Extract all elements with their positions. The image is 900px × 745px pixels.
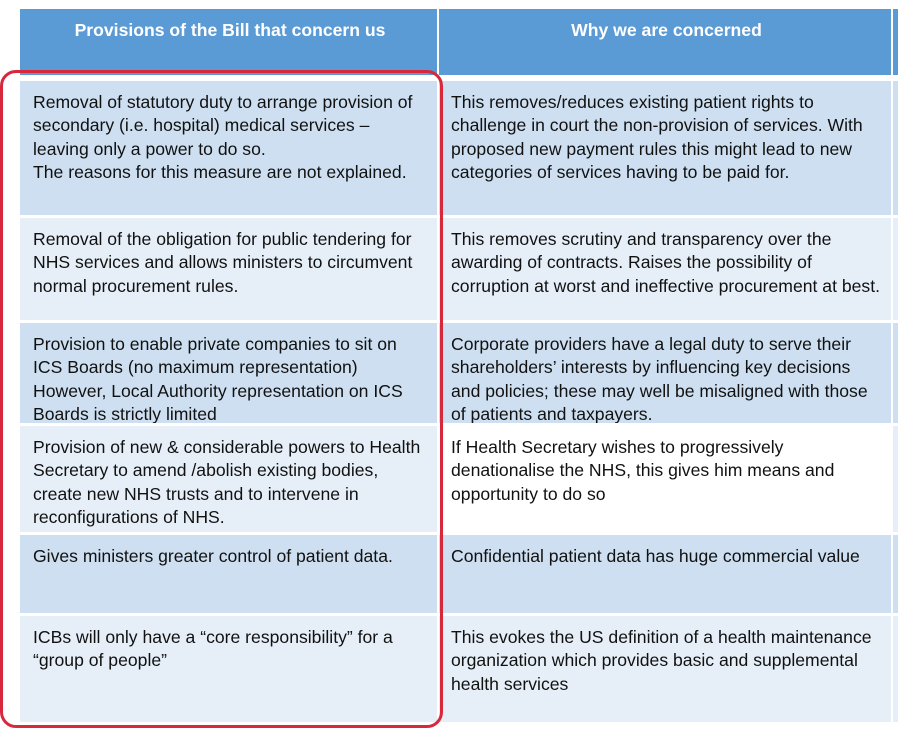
table-row-2-provision [20,218,439,323]
header-provisions: Provisions of the Bill that concern us [20,9,439,81]
row-1-provision-text: Removal of statutory duty to arrange provision of secondary (i.e. hospital) medical services – leaving only a power to do so. [33,92,413,159]
table-row-3-third [893,323,900,426]
row-2-concern-text: This removes scrutiny and transparency over the awarding of contracts. Raises the possibility of corruption at worst and ineffective procurement at best. [451,229,880,296]
table-row-1-provision [20,81,439,218]
table-row-4-provision [20,426,439,535]
table-row-5-third [893,535,900,616]
row-6-concern-text: This evokes the US definition of a health maintenance organization which provides basic and supplemental health services [451,627,872,694]
table-row-1-concern [439,81,893,218]
table-row-3-concern [439,323,893,426]
row-1-concern-text: This removes/reduces existing patient rights to challenge in court the non-provision of services. With proposed new payment rules this might lead to new categories of services having to be paid for. [451,92,863,182]
table-row-6-concern [439,616,893,725]
concerns-table [20,9,900,725]
table-row-2-concern [439,218,893,323]
row-2-provision-text: Removal of the obligation for public tendering for NHS services and allows ministers to circumvent normal procurement rules. [33,229,413,296]
row-6-provision-text: ICBs will only have a “core responsibility” for a “group of people” [33,627,393,671]
header-concerns: Why we are concerned [439,9,893,81]
table-row-6-third [893,616,900,725]
row-5-provision-text: Gives ministers greater control of patient data. [33,546,393,566]
header-third-column [893,9,900,81]
table-row-3-provision [20,323,439,426]
row-5-concern-text: Confidential patient data has huge commercial value [451,546,860,566]
table-row-5-concern [439,535,893,616]
table-row-4-concern [439,426,893,535]
row-3-provision-text: Provision to enable private companies to sit on ICS Boards (no maximum representation) However, Local Authority representation on ICS Boards is strictly limited [33,334,403,424]
table-row-4-third [893,426,900,535]
row-4-provision-text: Provision of new & considerable powers to Health Secretary to amend /abolish existing bodies, create new NHS trusts and to intervene in reconfigurations of NHS. [33,437,421,527]
table-row-6-provision [20,616,439,725]
row-1-provision-note: The reasons for this measure are not explained. [33,161,407,182]
table-row-2-third [893,218,900,323]
table-row-1-third [893,81,900,218]
row-3-concern-text: Corporate providers have a legal duty to serve their shareholders’ interests by influencing key decisions and policies; these may well be misaligned with those of patients and taxpayers. [451,334,868,424]
table-row-5-provision [20,535,439,616]
row-4-concern-text: If Health Secretary wishes to progressively denationalise the NHS, this gives him means and opportunity to do so [451,437,835,504]
